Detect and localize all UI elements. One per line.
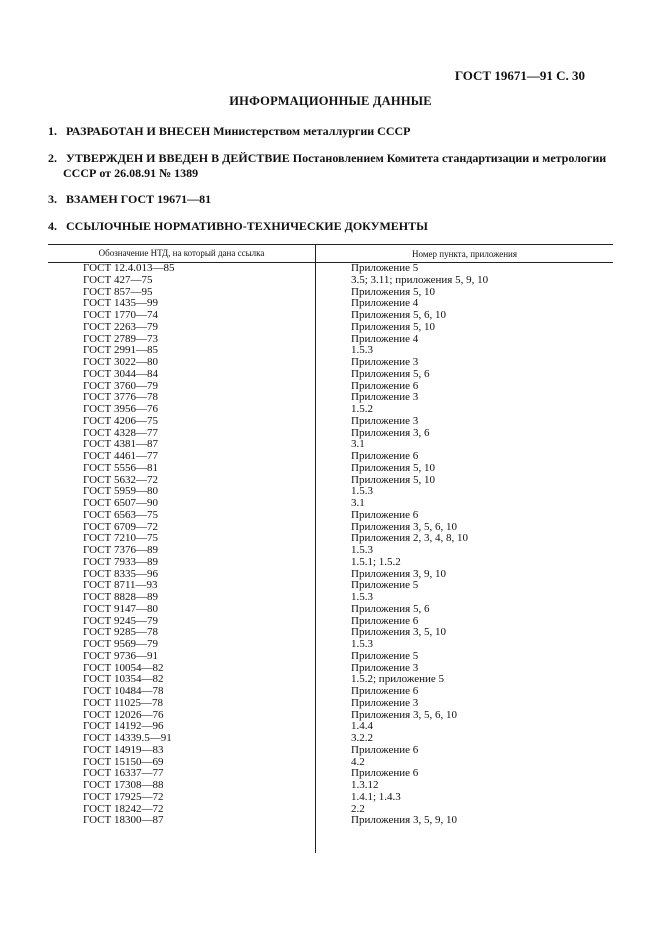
cell-clause: Приложения 3, 6 <box>351 426 430 439</box>
table-row <box>48 545 613 557</box>
cell-document: ГОСТ 3044—84 <box>83 367 158 380</box>
cell-document: ГОСТ 10354—82 <box>83 673 164 686</box>
cell-document: ГОСТ 4381—87 <box>83 438 158 451</box>
cell-clause: 2.2 <box>351 802 365 815</box>
table-header <box>48 244 613 263</box>
cell-clause: Приложение 6 <box>351 685 419 697</box>
cell-clause: Приложение 5 <box>351 649 419 662</box>
table-row <box>48 510 613 522</box>
cell-clause: 1.5.3 <box>351 591 373 603</box>
table-row <box>48 498 613 510</box>
cell-document: ГОСТ 7210—75 <box>83 532 158 545</box>
cell-clause: Приложение 6 <box>351 743 419 756</box>
cell-document: ГОСТ 14192—96 <box>83 720 164 733</box>
cell-document: ГОСТ 16337—77 <box>83 767 164 780</box>
cell-document: ГОСТ 8335—96 <box>83 567 158 580</box>
table-row <box>48 451 613 463</box>
cell-clause: Приложение 5 <box>351 579 419 592</box>
table-row <box>48 404 613 416</box>
table-row <box>48 557 613 569</box>
item-number: 2. <box>48 151 57 165</box>
cell-clause: Приложение 3 <box>351 696 419 709</box>
cell-clause: Приложение 3 <box>351 414 419 427</box>
table-row <box>48 733 613 745</box>
cell-clause: 1.3.12 <box>351 779 379 791</box>
column-divider <box>315 263 316 853</box>
cell-clause: 1.5.3 <box>351 485 373 498</box>
cell-clause: 1.4.4 <box>351 720 373 733</box>
cell-clause: Приложения 3, 5, 6, 10 <box>351 708 457 721</box>
table-row <box>48 310 613 322</box>
cell-clause: 3.1 <box>351 497 365 509</box>
cell-clause: Приложение 6 <box>351 450 419 462</box>
cell-document: ГОСТ 2991—85 <box>83 344 158 357</box>
item-text: Постановлением Комитета стандартизации и метрологии <box>292 151 607 165</box>
cell-document: ГОСТ 8711—93 <box>83 579 158 592</box>
cell-document: ГОСТ 857—95 <box>83 285 153 298</box>
table-row <box>48 357 613 369</box>
table-row <box>48 651 613 663</box>
cell-document: ГОСТ 12.4.013—85 <box>83 262 175 274</box>
table-row <box>48 815 613 827</box>
document-code-header: ГОСТ 19671—91 С. 30 <box>454 68 585 83</box>
cell-clause: Приложение 6 <box>351 614 419 627</box>
cell-clause: Приложение 6 <box>351 508 419 521</box>
table-row <box>48 416 613 428</box>
cell-clause: Приложения 5, 10 <box>351 473 435 486</box>
cell-document: ГОСТ 6563—75 <box>83 508 158 521</box>
cell-clause: 3.1 <box>351 438 365 451</box>
cell-clause: Приложение 4 <box>351 332 419 345</box>
cell-document: ГОСТ 9147—80 <box>83 602 158 615</box>
cell-clause: 3.5; 3.11; приложения 5, 9, 10 <box>351 273 489 286</box>
cell-document: ГОСТ 3956—76 <box>83 403 158 415</box>
page-title: ИНФОРМАЦИОННЫЕ ДАННЫЕ <box>229 94 432 108</box>
item-text: Министерством металлургии СССР <box>213 124 411 138</box>
table-body <box>48 263 613 827</box>
cell-document: ГОСТ 4328—77 <box>83 426 158 439</box>
cell-document: ГОСТ 3022—80 <box>83 356 158 368</box>
cell-clause: Приложения 2, 3, 4, 8, 10 <box>351 532 468 545</box>
cell-clause: Приложения 5, 10 <box>351 285 435 298</box>
column-header-clause: Номер пункта, приложения <box>412 248 517 259</box>
item-number: 3. <box>48 192 57 206</box>
info-item-1 <box>48 124 608 139</box>
cell-document: ГОСТ 12026—76 <box>83 708 164 721</box>
cell-document: ГОСТ 6507—90 <box>83 497 158 509</box>
cell-document: ГОСТ 18300—87 <box>83 814 164 827</box>
cell-document: ГОСТ 9736—91 <box>83 649 158 662</box>
table-row <box>48 698 613 710</box>
cell-document: ГОСТ 5556—81 <box>83 461 158 474</box>
cell-document: ГОСТ 3776—78 <box>83 391 158 404</box>
cell-document: ГОСТ 427—75 <box>83 273 153 286</box>
cell-clause: Приложение 5 <box>351 262 419 274</box>
cell-document: ГОСТ 8828—89 <box>83 591 158 603</box>
item-number: 1. <box>48 124 57 138</box>
cell-document: ГОСТ 1435—99 <box>83 297 158 310</box>
cell-document: ГОСТ 15150—69 <box>83 755 164 768</box>
cell-document: ГОСТ 9569—79 <box>83 638 158 650</box>
cell-clause: Приложения 3, 5, 9, 10 <box>351 814 457 827</box>
item-text-line2: СССР от 26.08.91 № 1389 <box>63 166 199 180</box>
cell-clause: Приложение 6 <box>351 767 419 780</box>
cell-clause: Приложение 6 <box>351 379 419 392</box>
cell-clause: 1.5.3 <box>351 544 373 556</box>
cell-document: ГОСТ 1770—74 <box>83 309 158 321</box>
cell-clause: 1.5.3 <box>351 344 373 357</box>
cell-document: ГОСТ 10054—82 <box>83 661 164 674</box>
cell-clause: 1.5.2 <box>351 403 373 415</box>
cell-clause: Приложение 3 <box>351 661 419 674</box>
table-row <box>48 263 613 275</box>
item-lead: УТВЕРЖДЕН И ВВЕДЕН В ДЕЙСТВИЕ <box>66 151 290 165</box>
cell-clause: Приложения 5, 6 <box>351 367 430 380</box>
table-row <box>48 745 613 757</box>
info-item-2 <box>48 151 608 181</box>
table-row <box>48 792 613 804</box>
item-lead: ВЗАМЕН ГОСТ 19671—81 <box>66 192 212 206</box>
info-item-3 <box>48 192 608 207</box>
cell-clause: Приложения 5, 10 <box>351 461 435 474</box>
cell-clause: Приложения 5, 6, 10 <box>351 309 446 321</box>
table-row <box>48 780 613 792</box>
cell-document: ГОСТ 5632—72 <box>83 473 158 486</box>
table-row <box>48 686 613 698</box>
cell-clause: 1.4.1; 1.4.3 <box>351 790 401 803</box>
cell-clause: 1.5.1; 1.5.2 <box>351 555 401 568</box>
item-lead: РАЗРАБОТАН И ВНЕСЕН <box>66 124 211 138</box>
cell-document: ГОСТ 2263—79 <box>83 320 158 333</box>
item-number: 4. <box>48 219 57 233</box>
cell-document: ГОСТ 3760—79 <box>83 379 158 392</box>
cell-document: ГОСТ 11025—78 <box>83 696 164 709</box>
cell-document: ГОСТ 4206—75 <box>83 414 158 427</box>
cell-clause: 4.2 <box>351 755 365 768</box>
column-header-document: Обозначение НТД, на который дана ссылка <box>48 245 316 262</box>
table-row <box>48 639 613 651</box>
info-item-4 <box>48 219 608 234</box>
table-row <box>48 275 613 287</box>
cell-clause: Приложения 5, 6 <box>351 602 430 615</box>
cell-document: ГОСТ 2789—73 <box>83 332 158 345</box>
item-lead: ССЫЛОЧНЫЕ НОРМАТИВНО-ТЕХНИЧЕСКИЕ ДОКУМЕНТЫ <box>66 219 428 233</box>
table-row <box>48 604 613 616</box>
cell-clause: Приложение 3 <box>351 356 419 368</box>
cell-clause: Приложение 4 <box>351 297 419 310</box>
cell-document: ГОСТ 7933—89 <box>83 555 158 568</box>
cell-document: ГОСТ 5959—80 <box>83 485 158 498</box>
cell-document: ГОСТ 9285—78 <box>83 626 158 639</box>
cell-clause: Приложения 3, 5, 10 <box>351 626 446 639</box>
cell-document: ГОСТ 14339.5—91 <box>83 732 172 744</box>
cell-document: ГОСТ 10484—78 <box>83 685 164 697</box>
cell-document: ГОСТ 18242—72 <box>83 802 164 815</box>
cell-clause: Приложения 3, 5, 6, 10 <box>351 520 457 533</box>
cell-document: ГОСТ 9245—79 <box>83 614 158 627</box>
cell-clause: 1.5.3 <box>351 638 373 650</box>
cell-document: ГОСТ 17925—72 <box>83 790 164 803</box>
table-row <box>48 369 613 381</box>
cell-clause: Приложения 5, 10 <box>351 320 435 333</box>
cell-clause: 1.5.2; приложение 5 <box>351 673 445 686</box>
cell-document: ГОСТ 4461—77 <box>83 450 158 462</box>
cell-clause: Приложение 3 <box>351 391 419 404</box>
cell-document: ГОСТ 17308—88 <box>83 779 164 791</box>
table-row <box>48 322 613 334</box>
references-table <box>48 244 613 827</box>
cell-clause: 3.2.2 <box>351 732 373 744</box>
cell-clause: Приложения 3, 9, 10 <box>351 567 446 580</box>
cell-document: ГОСТ 6709—72 <box>83 520 158 533</box>
table-row <box>48 463 613 475</box>
cell-document: ГОСТ 7376—89 <box>83 544 158 556</box>
cell-document: ГОСТ 14919—83 <box>83 743 164 756</box>
table-row <box>48 592 613 604</box>
